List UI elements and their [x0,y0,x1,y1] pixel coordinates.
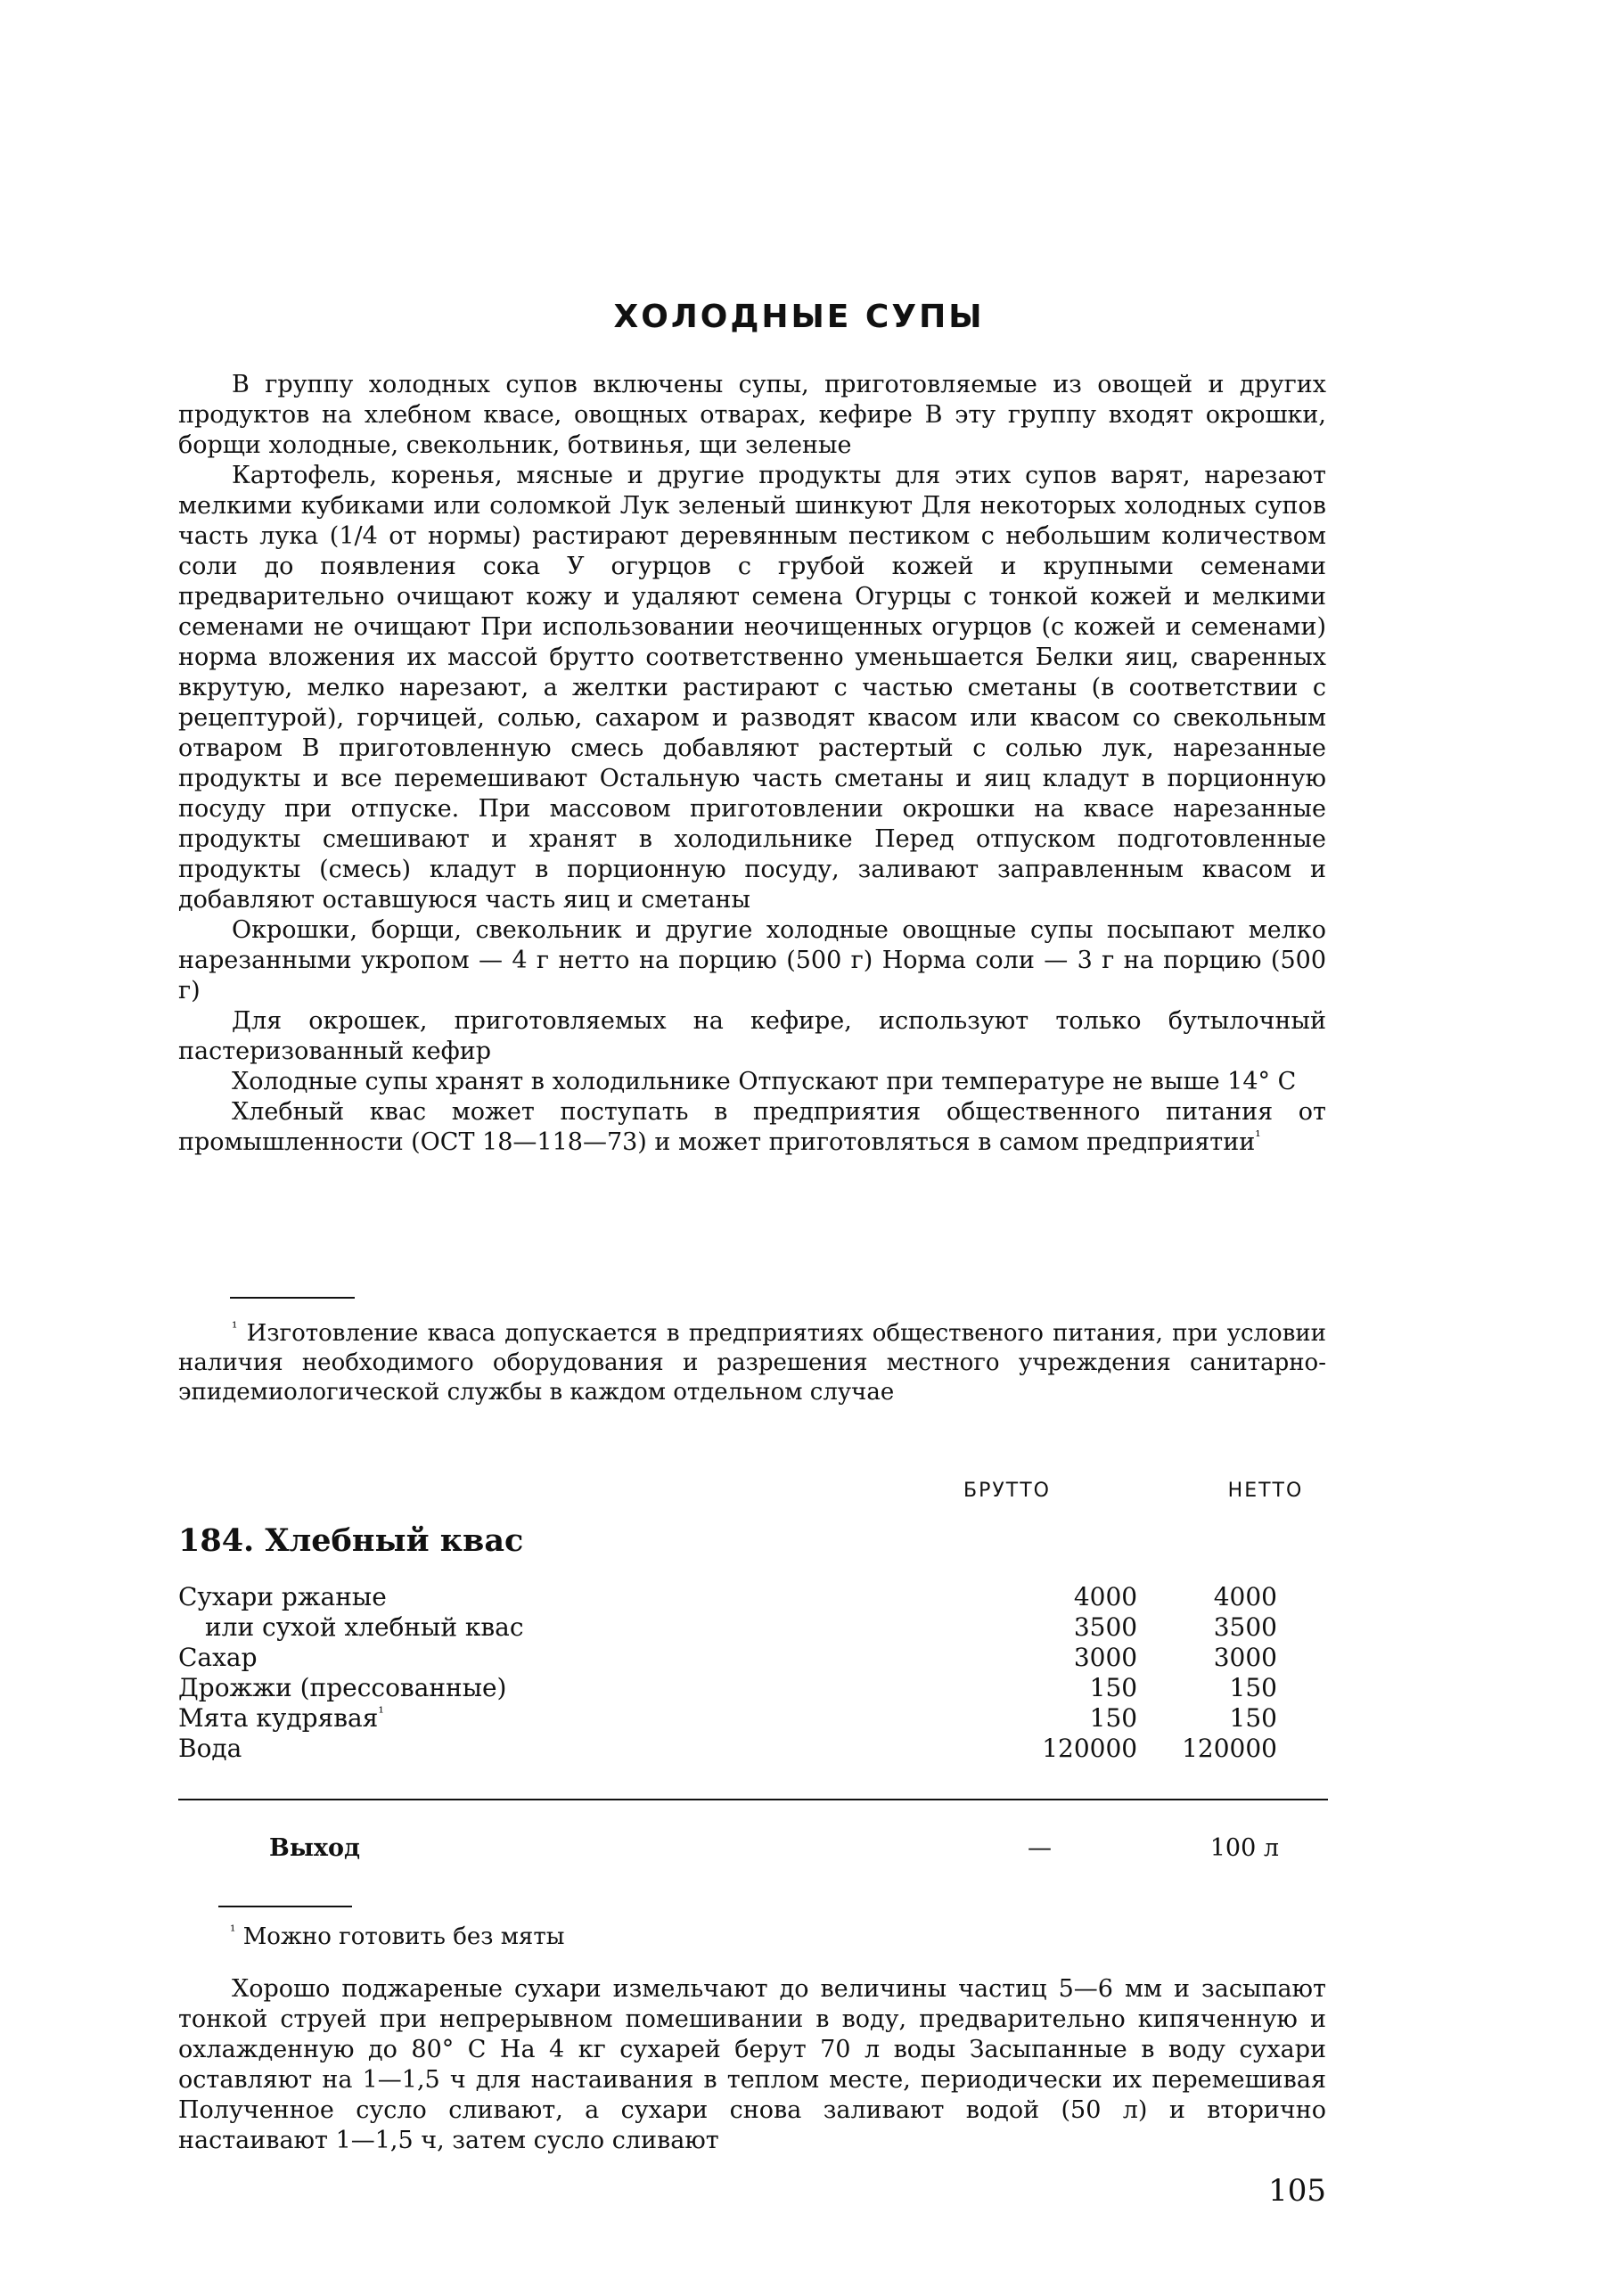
footnote-mark: ¹ [230,1922,236,1939]
footnote-2 [230,1923,564,1950]
ingredient-row [178,1734,1326,1764]
ingredient-brutto: 3500 [1073,1612,1138,1642]
ingredient-brutto: 150 [1089,1703,1138,1733]
column-header-netto: НЕТТО [1227,1480,1304,1502]
paragraph: Хорошо поджареные сухари измельчают до величины частиц 5—6 мм и засыпают тонкой струей при непрерывном помешивании в воду, предварительно кипяченную и охлажденную до 80° С На 4 кг сухарей берут 70 л воды Засыпанные в воду сухари оставляют на 1—1,5 ч для настаивания в теплом месте, периодически их перемешивая Полученное сусло сливают, а сухари снова заливают водой (50 л) и вторично настаивают 1—1,5 ч, затем сусло сливают [178,1975,1326,2154]
footnote-text: Можно готовить без мяты [242,1923,565,1950]
table-rule [178,1799,1328,1800]
ingredient-netto: 3000 [1213,1643,1277,1672]
ingredient-row [178,1612,1326,1643]
ingredient-row [178,1673,1326,1703]
ingredient-name-text: Мята кудрявая [178,1703,379,1733]
ingredient-row [178,1703,1326,1734]
column-header-brutto: БРУТТО [963,1480,1051,1502]
ingredient-name-text: Сахар [178,1643,258,1672]
intro-text [178,370,1326,1158]
ingredient-brutto: 3000 [1073,1643,1138,1672]
paragraph: Холодные супы хранят в холодильнике Отпускают при температуре не выше 14° С [232,1068,1297,1095]
ingredient-netto: 150 [1229,1703,1277,1733]
page-number: 105 [1268,2173,1326,2209]
ingredient-name [178,1612,933,1643]
paragraph: Для окрошек, приготовляемых на кефире, используют только бутылочный пастеризованный кефир [178,1007,1326,1065]
method-text [178,1974,1326,2156]
ingredient-netto: 4000 [1213,1582,1277,1611]
paragraph: Картофель, коренья, мясные и другие продукты для этих супов варят, нарезают мелкими кубиками или соломкой Лук зеленый шинкуют Для некоторых холодных супов часть лука (1/4 от нормы) растирают деревянным пестиком с небольшим количеством соли до появления сока У огурцов с грубой кожей и крупными семенами предварительно очищают кожу и удаляют семена Огурцы с тонкой кожей и мелкими семенами не очищают При использовании неочищенных огурцов (с кожей и семенами) норма вложения их массой брутто соответственно уменьшается Белки яиц, сваренных вкрутую, мелко нарезают, а желтки растирают с частью сметаны (в соответствии с рецептурой), горчицей, солью, сахаром и разводят квасом или квасом со свекольным отваром В приготовленную смесь добавляют растертый с солью лук, нарезанные продукты и все перемешивают Остальную часть сметаны и яиц кладут в порционную посуду при отпуске. При массовом приготовлении окрошки на квасе нарезанные продукты смешивают и хранят в холодильнике Перед отпуском подготовленные продукты (смесь) кладут в порционную посуду, заливают заправленным квасом и добавляют оставшуюся часть яиц и сметаны [178,462,1326,914]
ingredient-name [178,1734,933,1764]
recipe-title: 184. Хлебный квас [178,1522,524,1559]
paragraph [178,1097,1326,1158]
paragraph: В группу холодных супов включены супы, приготовляемые из овощей и других продуктов на хлебном квасе, овощных отварах, кефире В эту группу входят окрошки, борщи холодные, свекольник, ботвинья, щи зеленые [178,371,1326,459]
ingredient-name [178,1673,933,1703]
section-title: ХОЛОДНЫЕ СУПЫ [613,299,985,335]
ingredient-netto: 3500 [1213,1612,1277,1642]
yield-label: Выход [269,1834,360,1862]
footnote-text: Изготовление кваса допускается в предприятиях общественого питания, при условии наличия необходимого оборудования и разрешения местного учреждения санитарно-эпидемиологической службы в каждом отдельном случае [178,1320,1326,1406]
yield-brutto: — [1028,1834,1052,1862]
yield-netto: 100 л [1209,1834,1279,1862]
ingredient-name-text: или сухой хлебный квас [205,1612,524,1642]
ingredient-name-text: Сухари ржаные [178,1582,387,1611]
footnote-separator-2 [218,1906,352,1907]
paragraph: Окрошки, борщи, свекольник и другие холодные овощные супы посыпают мелко нарезанными укропом — 4 г нетто на порцию (500 г) Норма соли — 3 г на порцию (500 г) [178,916,1326,1004]
footnote-1 [178,1319,1326,1407]
ingredient-name [178,1582,933,1612]
ingredient-row [178,1643,1326,1673]
ingredient-brutto: 4000 [1073,1582,1138,1611]
ingredient-netto: 150 [1229,1673,1277,1702]
ingredient-name [178,1643,933,1673]
ingredient-row [178,1582,1326,1612]
paragraph-text: Хлебный квас может поступать в предприятия общественного питания от промышленности (ОСТ 18—118—73) и может приготовляться в самом предприятии [178,1098,1326,1156]
ingredient-brutto: 150 [1089,1673,1138,1702]
ingredient-netto: 120000 [1182,1734,1277,1763]
ingredient-brutto: 120000 [1042,1734,1138,1763]
footnote-separator [230,1297,355,1299]
footnote-ref: ¹ [378,1703,384,1721]
ingredients-table [178,1582,1326,1764]
ingredient-name-text: Дрожжи (прессованные) [178,1673,507,1702]
footnote-mark: ¹ [232,1318,238,1336]
ingredient-name [178,1703,933,1734]
ingredient-name-text: Вода [178,1734,242,1763]
footnote-ref: ¹ [1255,1128,1261,1144]
